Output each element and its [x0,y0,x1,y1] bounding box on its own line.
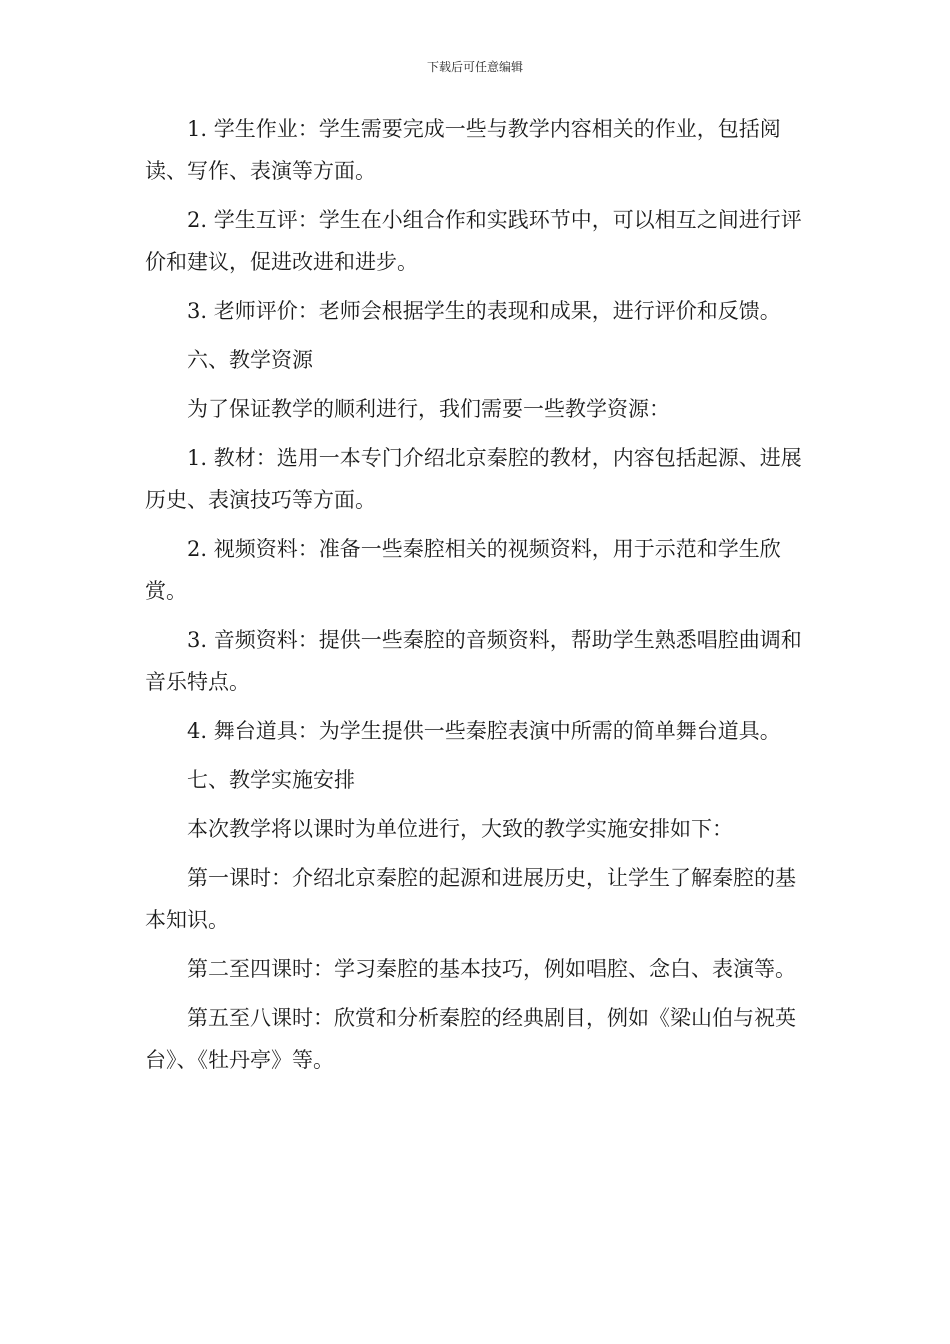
paragraph-audio: 3. 音频资料：提供一些秦腔的音频资料，帮助学生熟悉唱腔曲调和音乐特点。 [145,628,802,694]
section-heading-resources: 六、教学资源 [187,348,313,372]
paragraph-lesson-2-4: 第二至四课时：学习秦腔的基本技巧，例如唱腔、念白、表演等。 [187,957,796,981]
paragraph-textbook: 1. 教材：选用一本专门介绍北京秦腔的教材，内容包括起源、进展历史、表演技巧等方面。 [145,446,802,512]
paragraph-peer-review: 2. 学生互评：学生在小组合作和实践环节中，可以相互之间进行评价和建议，促进改进和进步。 [145,208,802,274]
paragraph-lesson-1: 第一课时：介绍北京秦腔的起源和进展历史，让学生了解秦腔的基本知识。 [145,866,796,932]
paragraph-lesson-5-8: 第五至八课时：欣赏和分析秦腔的经典剧目，例如《梁山伯与祝英台》、《牡丹亭》等。 [145,1006,796,1072]
paragraph-video: 2. 视频资料：准备一些秦腔相关的视频资料，用于示范和学生欣赏。 [145,537,781,603]
paragraph-resources-intro: 为了保证教学的顺利进行，我们需要一些教学资源： [187,397,670,421]
paragraph-teacher-review: 3. 老师评价：老师会根据学生的表现和成果，进行评价和反馈。 [187,299,781,323]
document-body [145,108,815,1088]
section-heading-schedule: 七、教学实施安排 [187,768,355,792]
paragraph-props: 4. 舞台道具：为学生提供一些秦腔表演中所需的简单舞台道具。 [187,719,781,743]
page-header-note: 下载后可任意编辑 [426,60,523,74]
paragraph-schedule-intro: 本次教学将以课时为单位进行，大致的教学实施安排如下： [187,817,733,841]
paragraph-homework: 1. 学生作业：学生需要完成一些与教学内容相关的作业，包括阅读、写作、表演等方面。 [145,117,781,183]
